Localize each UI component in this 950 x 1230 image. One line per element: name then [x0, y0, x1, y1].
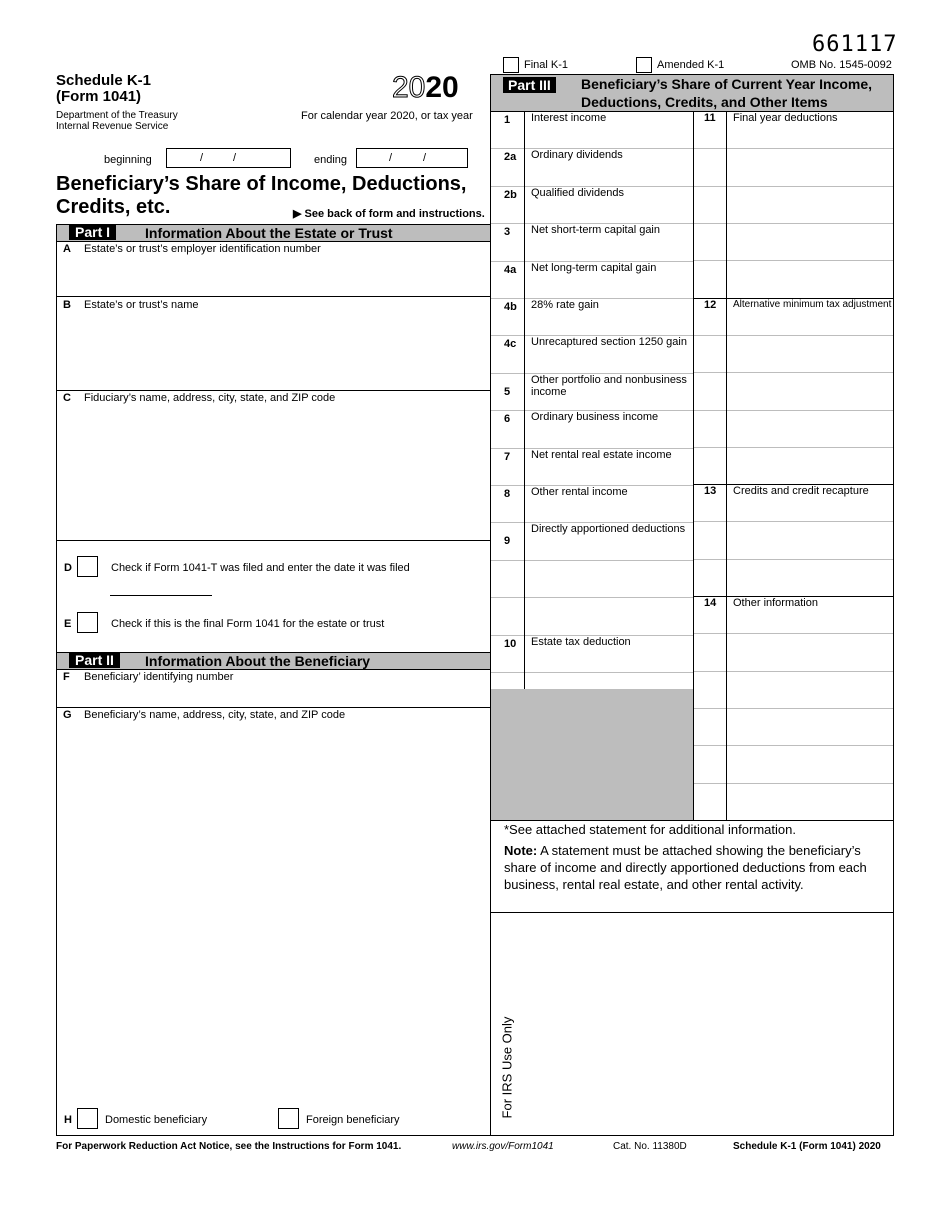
line-blank-12-amount-field[interactable] — [526, 561, 692, 596]
form-title-line1: Beneficiary’s Share of Income, Deductions, — [56, 173, 467, 195]
ending-slash-2: / — [423, 152, 427, 164]
line-2b-amount-field[interactable] — [526, 187, 692, 222]
note-paragraph — [504, 842, 884, 893]
line-4c-amount-field[interactable] — [526, 336, 692, 371]
right-entry-field[interactable] — [695, 560, 892, 595]
line-2b-number: 2b — [504, 188, 517, 201]
line-13-label: Credits and credit recapture — [733, 485, 869, 498]
line-4b-number: 4b — [504, 301, 517, 313]
omb-number: OMB No. 1545-0092 — [791, 59, 892, 71]
line-8-amount-field[interactable] — [526, 486, 692, 521]
line-e-label: Check if this is the final Form 1041 for the estate or trust — [111, 618, 385, 630]
line-2b-label: Qualified dividends — [531, 186, 624, 199]
form-number: (Form 1041) — [56, 88, 142, 105]
foreign-beneficiary-checkbox[interactable] — [278, 1108, 299, 1129]
line-3-label: Net short-term capital gain — [531, 224, 660, 237]
beginning-slash-1: / — [200, 152, 204, 164]
left-row-rule — [491, 672, 693, 673]
line-b-letter: B — [63, 299, 71, 311]
schedule-name: Schedule K-1 — [56, 72, 152, 89]
line-11-label: Final year deductions — [733, 112, 838, 124]
line-4b-amount-field[interactable] — [526, 299, 692, 334]
line-3-amount-field[interactable] — [526, 224, 692, 259]
line-e-letter: E — [64, 618, 72, 630]
form-1041t-checkbox[interactable] — [77, 556, 98, 577]
line-g-label: Beneficiary’s name, address, city, state, and ZIP code — [84, 709, 346, 721]
ending-date-field[interactable] — [356, 148, 468, 168]
line-13-number: 13 — [704, 485, 717, 498]
line-12-number: 12 — [704, 298, 717, 311]
part3-title-line1: Beneficiary’s Share of Current Year Income, — [581, 76, 873, 92]
line-9-amount-field[interactable] — [526, 523, 692, 558]
line-8-number: 8 — [504, 488, 511, 500]
line-14-label: Other information — [733, 597, 818, 610]
tax-year — [392, 72, 459, 104]
domestic-beneficiary-checkbox[interactable] — [77, 1108, 98, 1129]
line-2a-number: 2a — [504, 151, 517, 164]
line-a-letter: A — [63, 243, 71, 255]
beginning-slash-2: / — [233, 152, 237, 164]
line-3-number: 3 — [504, 226, 511, 239]
line-10-amount-field[interactable] — [526, 636, 692, 671]
line-c-label: Fiduciary’s name, address, city, state, and ZIP code — [84, 392, 336, 404]
beneficiary-id-field[interactable] — [58, 684, 488, 706]
grid-bottom-rule — [490, 820, 894, 821]
shaded-area — [491, 689, 693, 820]
line-8-label: Other rental income — [531, 486, 628, 498]
part2-title: Information About the Beneficiary — [145, 653, 371, 669]
line-c-letter: C — [63, 392, 71, 404]
dept-treasury: Department of the Treasury — [56, 110, 178, 121]
line-4c-number: 4c — [504, 338, 517, 351]
line-5-number: 5 — [504, 385, 511, 398]
right-entry-field[interactable] — [695, 522, 892, 557]
line-f-letter: F — [63, 671, 70, 683]
right-num-col-rule — [726, 111, 727, 820]
part3-top-rule — [490, 74, 894, 75]
see-back-instructions: ▶ See back of form and instructions. — [293, 208, 485, 220]
beneficiary-address-field[interactable] — [58, 724, 488, 1104]
line-7-amount-field[interactable] — [526, 449, 692, 484]
line-12-label: Alternative minimum tax adjustment — [733, 298, 892, 310]
line-5-amount-field[interactable] — [526, 374, 692, 409]
right-entry-field[interactable] — [695, 448, 892, 483]
part1-tag: Part I — [69, 224, 116, 240]
domestic-beneficiary-label: Domestic beneficiary — [105, 1114, 208, 1126]
line-1-amount-field[interactable] — [526, 112, 692, 147]
right-entry-field[interactable] — [695, 187, 892, 222]
form-title-line2: Credits, etc. — [56, 196, 171, 218]
line-1-label: Interest income — [531, 112, 607, 124]
right-entry-field[interactable] — [695, 411, 892, 446]
right-entry-field[interactable] — [695, 634, 892, 669]
irs-url: www.irs.gov/Form1041 — [452, 1141, 554, 1152]
line-a-rule — [56, 296, 490, 297]
fiduciary-address-field[interactable] — [58, 406, 488, 538]
beginning-date-field[interactable] — [166, 148, 291, 168]
line-b-rule — [56, 390, 490, 391]
line-d-label: Check if Form 1041-T was filed and enter the date it was filed — [111, 562, 410, 574]
right-entry-field[interactable] — [695, 784, 892, 819]
paperwork-notice: For Paperwork Reduction Act Notice, see the Instructions for Form 1041. — [56, 1141, 402, 1152]
line-4b-label: 28% rate gain — [531, 299, 599, 311]
foreign-beneficiary-label: Foreign beneficiary — [306, 1114, 400, 1126]
amended-k1-label: Amended K-1 — [657, 59, 725, 71]
right-entry-field[interactable] — [695, 672, 892, 707]
right-border — [893, 74, 894, 1135]
line-2a-label: Ordinary dividends — [531, 149, 623, 162]
line-9-number: 9 — [504, 535, 511, 548]
line-2a-amount-field[interactable] — [526, 149, 692, 184]
line-11-number: 11 — [704, 112, 716, 124]
line-5-label: Other portfolio and nonbusiness income — [531, 373, 687, 398]
line-blank-13-amount-field[interactable] — [526, 598, 692, 633]
tax-year-outline: 20 — [392, 71, 426, 104]
calendar-year-text: For calendar year 2020, or tax year — [301, 110, 473, 122]
irs-use-only-label: For IRS Use Only — [499, 1016, 515, 1119]
ending-slash-1: / — [389, 152, 393, 164]
line-7-label: Net rental real estate income — [531, 448, 672, 461]
footer-schedule-name: Schedule K-1 (Form 1041) 2020 — [733, 1141, 881, 1152]
note-label: Note: — [504, 843, 538, 858]
ending-label: ending — [314, 154, 348, 166]
line-4a-label: Net long-term capital gain — [531, 261, 657, 274]
part3-tag: Part III — [503, 77, 556, 93]
estate-name-field[interactable] — [58, 313, 488, 389]
right-entry-field[interactable] — [695, 149, 892, 184]
irs-name: Internal Revenue Service — [56, 121, 169, 132]
final-form-1041-checkbox[interactable] — [77, 612, 98, 633]
line-1-number: 1 — [504, 114, 511, 126]
line-a-label: Estate’s or trust’s employer identification number — [84, 243, 321, 255]
form-1041t-date-field[interactable] — [110, 595, 212, 596]
line-4a-amount-field[interactable] — [526, 262, 692, 297]
right-entry-field[interactable] — [695, 336, 892, 371]
tax-year-bold: 20 — [425, 71, 459, 104]
line-f-rule — [56, 707, 490, 708]
line-6-amount-field[interactable] — [526, 411, 692, 446]
note-bottom-rule — [490, 912, 894, 913]
right-entry-field[interactable] — [695, 709, 892, 744]
line-f-label: Beneficiary’ identifying number — [84, 671, 234, 683]
form-id-number: 661117 — [812, 32, 898, 57]
right-entry-field[interactable] — [695, 373, 892, 408]
left-num-col-rule — [524, 111, 525, 689]
right-entry-field[interactable] — [695, 261, 892, 296]
part3-title-line2: Deductions, Credits, and Other Items — [581, 94, 828, 110]
line-b-label: Estate’s or trust’s name — [84, 299, 199, 311]
final-k1-checkbox[interactable] — [503, 57, 519, 73]
amended-k1-checkbox[interactable] — [636, 57, 652, 73]
line-6-label: Ordinary business income — [531, 411, 659, 424]
line-7-number: 7 — [504, 450, 511, 463]
center-divider — [490, 74, 491, 1135]
line-10-number: 10 — [504, 637, 517, 650]
attached-statement-note: *See attached statement for additional information. — [504, 822, 796, 837]
part1-title: Information About the Estate or Trust — [145, 225, 393, 241]
part1-header-rule — [56, 241, 490, 242]
line-4a-number: 4a — [504, 263, 517, 276]
line-4c-label: Unrecaptured section 1250 gain — [531, 336, 687, 349]
line-6-number: 6 — [504, 413, 511, 426]
final-k1-label: Final K-1 — [524, 59, 569, 71]
line-14-number: 14 — [704, 597, 717, 610]
middle-col-rule — [693, 111, 694, 820]
part2-tag: Part II — [69, 652, 120, 668]
line-g-letter: G — [63, 709, 72, 721]
ein-field[interactable] — [58, 256, 488, 294]
note-text: A statement must be attached showing the beneficiary’s share of income and directly apportioned deductions from each business, rental real estate, and other rental activity. — [504, 843, 867, 892]
catalog-number: Cat. No. 11380D — [613, 1141, 687, 1152]
line-h-letter: H — [64, 1114, 72, 1126]
right-entry-field[interactable] — [695, 224, 892, 259]
bottom-rule — [56, 1135, 894, 1136]
line-9-label: Directly apportioned deductions — [531, 523, 686, 536]
right-entry-field[interactable] — [695, 746, 892, 781]
beginning-label: beginning — [104, 154, 152, 166]
left-border — [56, 224, 57, 1135]
part2-header-rule — [56, 669, 490, 670]
line-10-label: Estate tax deduction — [531, 635, 631, 648]
line-d-letter: D — [64, 562, 72, 574]
line-c-rule — [56, 540, 490, 541]
